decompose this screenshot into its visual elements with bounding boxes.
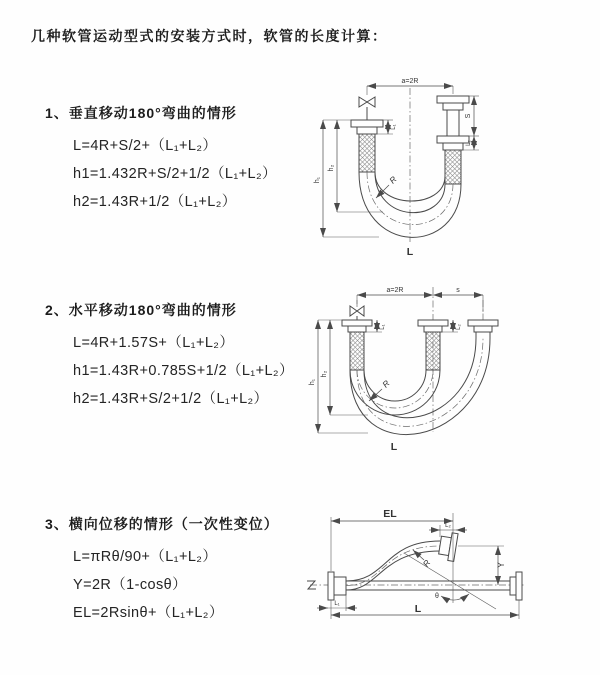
formula-line: Y=2R（1-cosθ） <box>73 577 187 593</box>
formula-line: L=4R+1.57S+（L₁+L₂） <box>73 335 235 351</box>
section-horizontal-bend <box>45 300 294 413</box>
formula-block <box>73 132 277 216</box>
pipe-original-position <box>346 581 510 590</box>
formula-line: L=πRθ/90+（L₁+L₂） <box>73 549 218 565</box>
left-flange <box>351 120 383 134</box>
section-heading: 1、垂直移动180°弯曲的情形 <box>45 105 237 121</box>
dim-label-el: EL <box>383 508 397 520</box>
dim-label-radius: R <box>420 557 433 569</box>
formula-line: h1=1.432R+S/2+1/2（L₁+L₂） <box>73 166 277 182</box>
braided-hose <box>350 332 364 370</box>
dim-label-y: Y <box>496 561 506 569</box>
left-flange <box>342 320 372 332</box>
right-flange-upper <box>437 96 469 110</box>
formula-line: h2=1.43R+1/2（L₁+L₂） <box>73 194 237 210</box>
formula-line: h2=1.43R+S/2+1/2（L₁+L₂） <box>73 391 269 407</box>
section-heading: 2、水平移动180°弯曲的情形 <box>45 302 237 318</box>
dim-label-l1: L₁ <box>391 124 397 130</box>
dim-label-theta: θ <box>435 593 439 600</box>
section-lateral-displacement <box>45 514 279 627</box>
dim-label-stroke: S <box>465 113 472 119</box>
dim-label-l2: L₂ <box>456 324 462 330</box>
upper-flange <box>438 531 458 561</box>
right-flange <box>468 320 498 332</box>
formula-block <box>73 543 279 627</box>
formula-line: EL=2Rsinθ+（L₁+L₂） <box>73 605 224 621</box>
section-heading: 3、横向位移的情形（一次性变位） <box>45 516 279 532</box>
braided-hose <box>359 134 375 172</box>
diagram-horizontal-180-bend <box>308 282 592 457</box>
dim-label-h2: h₂ <box>321 370 328 378</box>
dim-label-l1: L₁ <box>380 324 386 330</box>
braided-hose <box>445 150 461 184</box>
dim-label-l1: L₁ <box>334 601 340 607</box>
diagram-vertical-180-bend <box>313 72 585 264</box>
right-flange-lower <box>437 136 469 150</box>
valve-icon <box>350 306 364 320</box>
dim-label-length: L <box>390 441 398 453</box>
right-flange <box>510 572 522 600</box>
section-vertical-bend <box>45 103 277 216</box>
hose-u-bend <box>350 338 490 435</box>
formula-line: L=4R+S/2+（L₁+L₂） <box>73 138 218 154</box>
dim-label-length: L <box>406 246 414 258</box>
braided-hose <box>426 332 440 370</box>
dim-label-stroke: s <box>456 287 460 294</box>
page-title: 几种软管运动型式的安装方式时，软管的长度计算： <box>31 28 388 44</box>
formula-block <box>73 329 294 413</box>
dim-label-h1: h₁ <box>309 378 316 386</box>
diagram-lateral-displacement <box>300 503 600 628</box>
dim-label-span: a=2R <box>386 287 404 294</box>
valve-icon <box>359 97 375 120</box>
dim-label-radius: R <box>380 378 392 390</box>
dim-label-h2: h₂ <box>328 164 335 172</box>
dim-label-l2: L₂ <box>445 523 451 529</box>
dim-label-l2: L₂ <box>466 140 472 146</box>
dim-label-radius: R <box>387 174 399 186</box>
left-flange <box>328 572 346 600</box>
middle-flange <box>418 320 448 332</box>
dim-label-span: a=2R <box>401 78 419 85</box>
dim-label-length: L <box>414 603 422 615</box>
dim-label-h1: h₁ <box>314 176 321 184</box>
formula-line: h1=1.43R+0.785S+1/2（L₁+L₂） <box>73 363 294 379</box>
